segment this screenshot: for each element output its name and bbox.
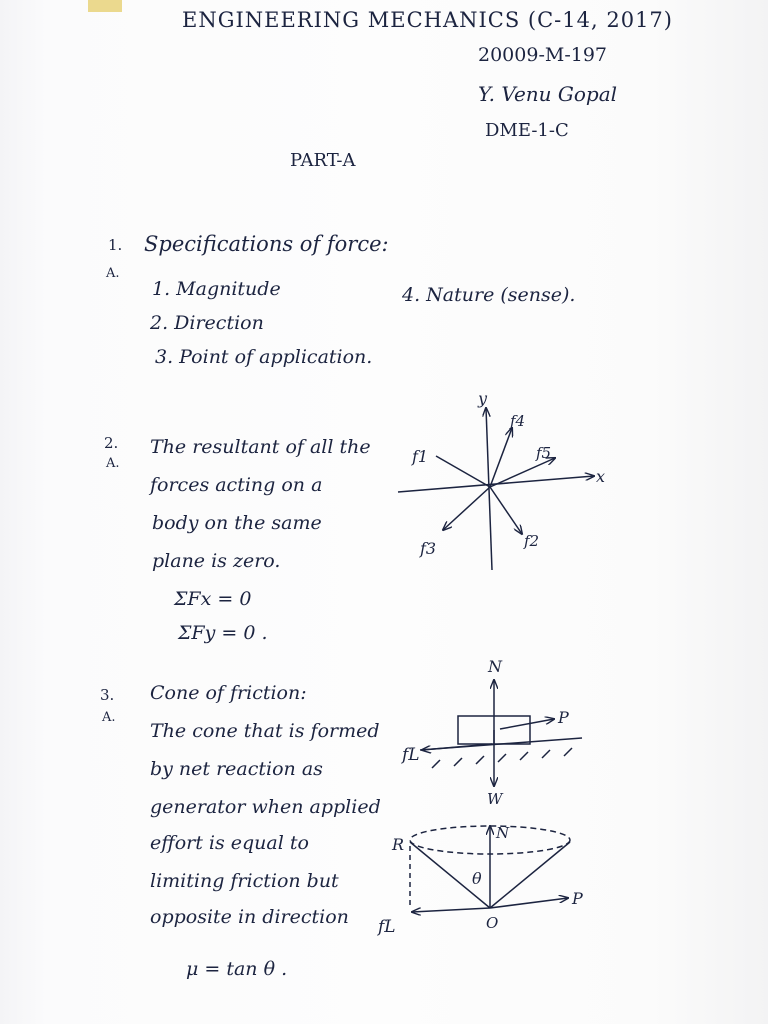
q1-number: 1. — [108, 236, 123, 254]
q2-answer-mark: A. — [106, 456, 120, 471]
cone-friction — [412, 908, 490, 912]
q2-equation-y: ΣFy = 0 . — [178, 622, 268, 644]
cone-label-o: O — [486, 914, 499, 932]
y-axis-label: y — [478, 389, 488, 408]
q3-line-7: opposite in direction — [150, 906, 349, 928]
cone-label-r: R — [392, 835, 405, 854]
q2-line-1: The resultant of all the — [150, 436, 371, 458]
q2-line-2: forces acting on a — [150, 474, 323, 496]
q3-line-2: The cone that is formed — [150, 720, 380, 742]
block-friction-diagram — [420, 680, 582, 786]
block-label-p: P — [558, 708, 569, 727]
page-title: ENGINEERING MECHANICS (C-14, 2017) — [182, 8, 673, 32]
cone-label-n: N — [496, 824, 510, 842]
friction-force — [422, 744, 492, 750]
block-label-w: W — [487, 790, 503, 808]
q1-item-3: 3. Point of application. — [155, 346, 373, 368]
cone-effort — [490, 898, 568, 908]
q1-item-1: 1. Magnitude — [152, 278, 281, 300]
cone-label-theta: θ — [472, 869, 482, 888]
label-f5: f5 — [536, 444, 552, 462]
q3-formula: μ = tan θ . — [186, 958, 288, 980]
q3-answer-mark: A. — [102, 710, 116, 725]
q3-line-5: effort is equal to — [150, 832, 309, 854]
cone-label-fl: fL — [378, 917, 396, 937]
q3-line-3: by net reaction as — [150, 758, 323, 780]
cone-label-p: P — [572, 889, 583, 908]
q1-item-4: 4. Nature (sense). — [402, 284, 576, 306]
roll-number: 20009-M-197 — [478, 44, 608, 66]
part-heading: PART-A — [290, 150, 356, 171]
block-label-n: N — [488, 657, 502, 676]
q1-heading: Specifications of force: — [144, 232, 389, 256]
q3-line-4: generator when applied — [150, 796, 381, 818]
q2-equation-x: ΣFx = 0 — [174, 588, 252, 610]
label-f2: f2 — [524, 532, 540, 550]
q2-line-4: plane is zero. — [152, 550, 281, 572]
x-axis-label: x — [596, 467, 606, 486]
student-name: Y. Venu Gopal — [478, 82, 618, 106]
q3-number: 3. — [100, 686, 115, 704]
q1-answer-mark: A. — [106, 266, 120, 281]
q2-line-3: body on the same — [152, 512, 322, 534]
force-f3 — [443, 487, 490, 530]
q3-line-1: Cone of friction: — [150, 682, 307, 704]
cone-of-friction-diagram — [410, 826, 570, 912]
label-f1: f1 — [412, 447, 429, 466]
q2-number: 2. — [104, 434, 119, 452]
label-f4: f4 — [510, 412, 526, 430]
force-f1 — [436, 456, 490, 487]
class-section: DME-1-C — [485, 120, 569, 141]
label-f3: f3 — [420, 539, 437, 558]
block-label-fl: fL — [402, 745, 420, 765]
q3-line-6: limiting friction but — [150, 870, 339, 892]
q1-item-2: 2. Direction — [150, 312, 264, 334]
force-f2 — [490, 487, 522, 534]
applied-effort — [500, 719, 554, 729]
